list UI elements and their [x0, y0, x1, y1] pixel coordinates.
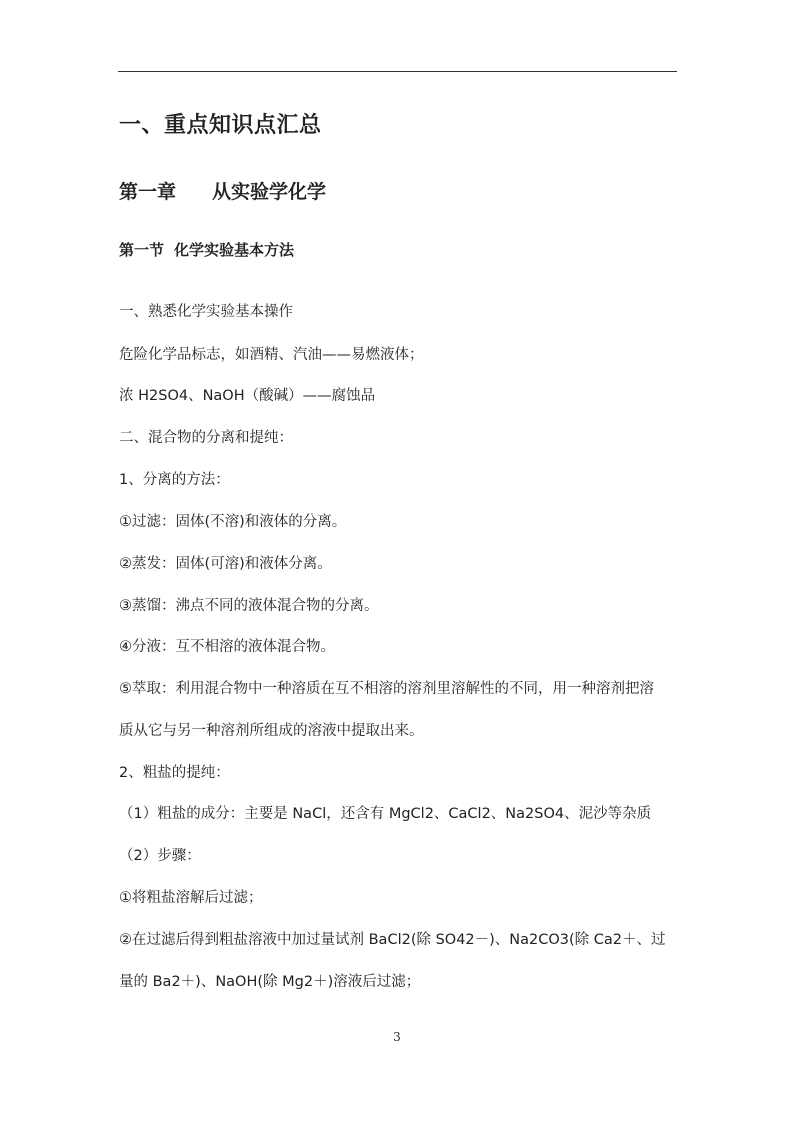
chapter-title: 从实验学化学 — [212, 181, 327, 203]
body-line: ⑤萃取：利用混合物中一种溶质在互不相溶的溶剂里溶解性的不同，用一种溶剂把溶 — [119, 681, 654, 697]
body-line: 1、分离的方法： — [119, 472, 230, 488]
body-line: 质从它与另一种溶剂所组成的溶液中提取出来。 — [119, 723, 424, 739]
body-line: ①将粗盐溶解后过滤； — [119, 890, 263, 906]
chapter-heading — [119, 177, 326, 204]
section-heading — [119, 239, 294, 260]
body-line: 一、熟悉化学实验基本操作 — [119, 304, 293, 320]
body-line: ①过滤：固体(不溶)和液体的分离。 — [119, 514, 347, 530]
body-line: 二、混合物的分离和提纯： — [119, 430, 293, 446]
body-line: （2）步骤： — [119, 848, 201, 864]
body-line: 量的 Ba2＋)、NaOH(除 Mg2＋)溶液后过滤； — [119, 974, 421, 990]
body-line: 危险化学品标志，如酒精、汽油——易燃液体； — [119, 347, 424, 363]
body-line: ④分液：互不相溶的液体混合物。 — [119, 639, 335, 655]
body-line: ②蒸发：固体(可溶)和液体分离。 — [119, 556, 332, 572]
page-number: 3 — [393, 1030, 401, 1044]
section-number: 第一节 — [119, 241, 165, 259]
section-title: 化学实验基本方法 — [174, 241, 295, 259]
body-line: （1）粗盐的成分：主要是 NaCl，还含有 MgCl2、CaCl2、Na2SO4、泥沙等杂质 — [119, 806, 652, 822]
body-line: ③蒸馏：沸点不同的液体混合物的分离。 — [119, 598, 379, 614]
header-rule — [118, 71, 677, 72]
chapter-number: 第一章 — [119, 181, 177, 203]
body-line: 浓 H2SO4、NaOH（酸碱）——腐蚀品 — [119, 388, 376, 404]
body-line: 2、粗盐的提纯： — [119, 765, 230, 781]
heading-summary: 一、重点知识点汇总 — [119, 113, 322, 138]
body-line: ②在过滤后得到粗盐溶液中加过量试剂 BaCl2(除 SO42－)、Na2CO3(除 Ca2＋、过 — [119, 932, 666, 948]
